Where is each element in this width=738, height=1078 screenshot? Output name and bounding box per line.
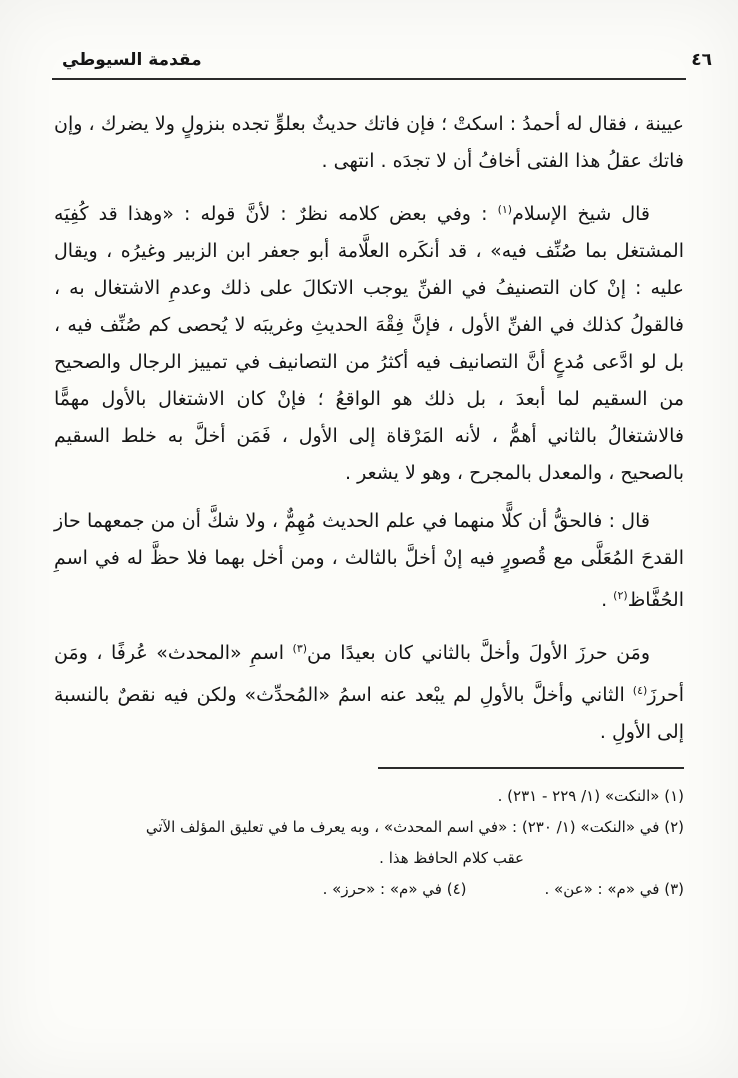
- paragraph-1: [54, 106, 684, 180]
- footnotes-section: [0, 769, 738, 905]
- paragraph-3-text-pre: قال : فالحقُّ أن كلًّا منهما في علم الحديث مُهِمٌّ ، ولا شكَّ أن من جمعهما حاز القدحَ المُعَلَّى مع قُصورٍ فيه إنْ أخلَّ بالثالث ، ومن أخل بهما فلا حظَّ له في اسمِ الحُفَّاظ: [54, 510, 684, 611]
- paragraph-2-text-pre: قال شيخ الإسلام: [512, 203, 651, 225]
- paragraph-4: [54, 630, 684, 751]
- paragraph-4-text-3: الثاني وأخلَّ بالأولِ لم يبْعد عنه اسمُ «المُحدِّث» ولكن فيه نقصٌ بالنسبة إلى الأولِ .: [54, 684, 684, 743]
- footnote-marker-3: (٣): [292, 642, 308, 655]
- paragraph-4-text-1: ومَن حرزَ الأولَ وأخلَّ بالثاني كان بعيدًا من: [307, 642, 650, 664]
- footnote-4: (٤) في «م» : «حرز» .: [322, 880, 467, 898]
- footnote-marker-4: (٤): [632, 684, 648, 697]
- paragraph-2: [54, 191, 684, 492]
- footnote-2-line2: عقب كلام الحافظ هذا .: [379, 849, 524, 867]
- body-text: [0, 80, 738, 751]
- page-header: [0, 0, 738, 78]
- paragraph-4-text-2: اسمِ «المحدث» عُرفًا ، ومَن أحرزَ: [54, 642, 684, 706]
- paragraph-3: [54, 503, 684, 619]
- paragraph-3-text-post: .: [601, 589, 614, 611]
- footnote-1: (١) «النكت» (١/ ٢٢٩ - ٢٣١) .: [497, 787, 684, 805]
- book-title: مقدمة السيوطي: [62, 50, 202, 70]
- footnote-marker-2: (٢): [613, 589, 628, 602]
- paragraph-2-text-post: : وفي بعض كلامه نظرٌ : لأنَّ قوله : «وهذا قد كُفِيَه المشتغل بما صُنِّف فيه» ، قد أنكَره العلَّامة أبو جعفر ابن الزبير وغيرُه ، ويقال عليه : إنْ كان التصنيفُ في الفنِّ يوجب الاتكالَ على ذلك وعدمِ الاشتغال به ، فالقولُ كذلك في الفنِّ الأول ، فإنَّ فِقْهَ الحديثِ وغريبَه لا يُحصى كم صُنِّف فيه ، بل لو ادَّعى مُدعٍ أنَّ التصانيف فيه أكثرُ من التصانيف في تمييز الرجال والصحيح من السقيم لما أبعدَ ، بل ذلك هو الواقعُ ؛ فإنْ كان الاشتغال بالأول مهمًّا فالاشتغالُ بالثاني أهمُّ ، لأنه المَرْقاة إلى الأول ، فَمَن أخلَّ به خلط السقيم بالصحيح ، والمعدل بالمجرح ، وهو لا يشعر .: [54, 203, 684, 484]
- page-number: ٤٦: [691, 50, 712, 70]
- footnote-marker-1: (١): [497, 203, 513, 216]
- footnote-row: [54, 874, 684, 905]
- footnote-3: (٣) في «م» : «عن» .: [544, 880, 684, 898]
- footnote-2-line1: (٢) في «النكت» (١/ ٢٣٠) : «في اسم المحدث» ، وبه يعرف ما في تعليق المؤلف الآتي: [145, 818, 684, 836]
- paragraph-1-text: عيينة ، فقال له أحمدُ : اسكتْ ؛ فإن فاتك حديثٌ بعلوٍّ تجده بنزولٍ ولا يضرك ، وإن فاتك عقلُ هذا الفتى أخافُ أن لا تجدَه . انتهى .: [54, 113, 684, 172]
